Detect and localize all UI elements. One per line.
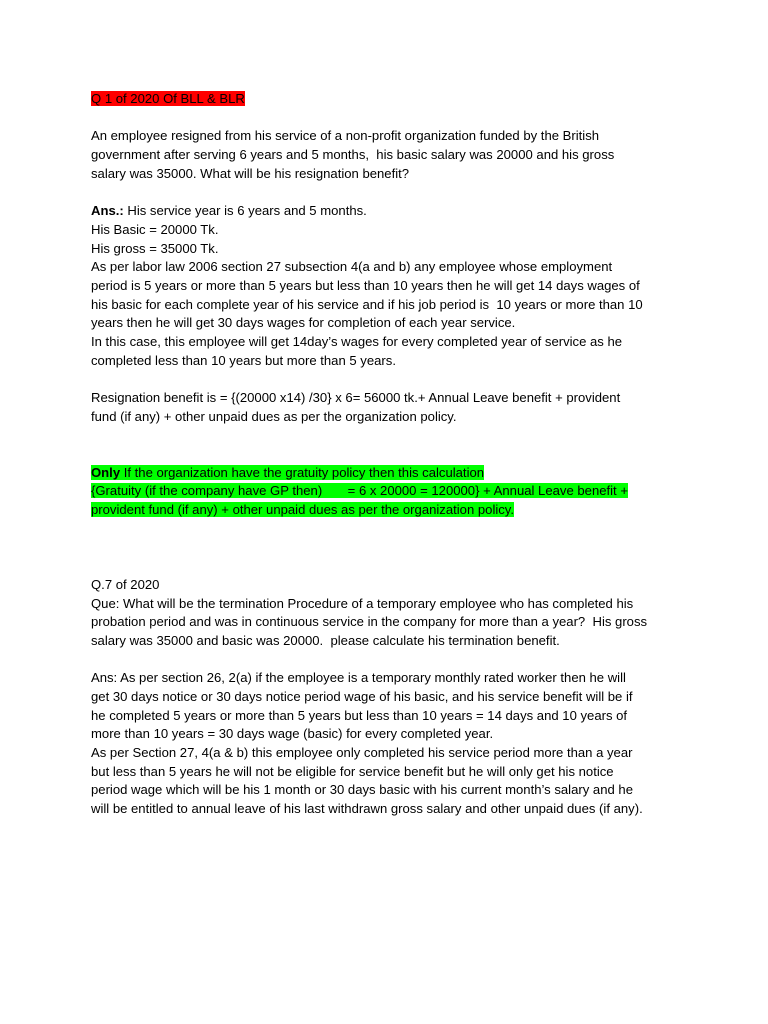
q7-answer-line: period wage which will be his 1 month or 30 days basic with his current month’s salary and he <box>91 782 633 798</box>
spacer <box>91 426 691 445</box>
q1-answer-line: his basic for each complete year of his service and if his job period is 10 years or more than 10 <box>91 296 643 312</box>
spacer <box>91 557 691 576</box>
q1-answer-line: period is 5 years or more than 5 years but less than 10 years then he will get 14 days wages of <box>91 277 640 293</box>
spacer <box>91 370 691 389</box>
q1-gratuity-line <box>91 482 691 501</box>
q7-answer-line: As per Section 27, 4(a & b) this employee only completed his service period more than a year <box>91 745 633 761</box>
q1-heading: Q 1 of 2020 Of BLL & BLR <box>91 91 245 106</box>
q1-answer-line: years then he will get 30 days wages for completion of each year service. <box>91 315 516 331</box>
q1-question-line: An employee resigned from his service of a non-profit organization funded by the British <box>91 128 600 144</box>
q7-question-line: probation period and was in continuous service in the company for more than a year? His gross <box>91 614 648 630</box>
q7-answer-line: but less than 5 years he will not be eligible for service benefit but he will only get his notice <box>91 763 614 779</box>
q1-heading-line <box>91 90 691 109</box>
q7-answer-line: Ans: As per section 26, 2(a) if the employee is a temporary monthly rated worker then he will <box>91 670 626 686</box>
q1-ans-first-text: His service year is 6 years and 5 months. <box>123 203 367 219</box>
q1-gratuity-line <box>91 501 691 520</box>
q1-ans-label: Ans.: <box>91 203 124 219</box>
q7-question-line: Que: What will be the termination Procedure of a temporary employee who has completed his <box>91 595 634 611</box>
q1-answer-line: completed less than 10 years but more than 5 years. <box>91 352 396 368</box>
q1-answer-line: His gross = 35000 Tk. <box>91 240 219 256</box>
q1-question-line: salary was 35000. What will be his resignation benefit? <box>91 165 410 181</box>
q7-answer-line: get 30 days notice or 30 days notice period wage of his basic, and his service benefit will be if <box>91 689 633 704</box>
q1-benefit-line: Resignation benefit is = {(20000 x14) /30} x 6= 56000 tk.+ Annual Leave benefit + provident <box>91 390 621 405</box>
document-page <box>91 90 691 819</box>
q1-answer-first-line <box>91 202 691 221</box>
spacer <box>91 445 691 464</box>
q1-gratuity-highlight: provident fund (if any) + other unpaid dues as per the organization policy. <box>91 502 515 518</box>
q7-heading: Q.7 of 2020 <box>91 576 160 592</box>
q1-only-label: Only <box>91 464 121 480</box>
spacer <box>91 109 691 128</box>
q1-only-line <box>91 464 691 483</box>
spacer <box>91 183 691 202</box>
q7-answer-line: he completed 5 years or more than 5 years but less than 10 years = 14 days and 10 years of <box>91 707 628 723</box>
q1-answer-line: As per labor law 2006 section 27 subsection 4(a and b) any employee whose employment <box>91 259 613 275</box>
spacer <box>91 520 691 539</box>
q7-question-line: salary was 35000 and basic was 20000. please calculate his termination benefit. <box>91 632 560 648</box>
q1-benefit-line: fund (if any) + other unpaid dues as per the organization policy. <box>91 408 457 424</box>
q1-only-rest: If the organization have the gratuity policy then this calculation <box>120 464 485 480</box>
spacer <box>91 651 691 670</box>
q1-only-highlight <box>91 465 484 480</box>
q1-answer-line: In this case, this employee will get 14day’s wages for every completed year of service as he <box>91 333 623 349</box>
q7-answer-line: more than 10 years = 30 days wage (basic) for every completed year. <box>91 726 494 742</box>
q1-question-line: government after serving 6 years and 5 months, his basic salary was 20000 and his gross <box>91 147 615 163</box>
q1-gratuity-highlight: {Gratuity (if the company have GP then) = 6 x 20000 = 120000} + Annual Leave benefit + <box>91 483 628 499</box>
q1-answer-line: His Basic = 20000 Tk. <box>91 221 219 237</box>
q7-answer-line: will be entitled to annual leave of his last withdrawn gross salary and other unpaid dues (if any). <box>91 801 643 817</box>
spacer <box>91 539 691 558</box>
